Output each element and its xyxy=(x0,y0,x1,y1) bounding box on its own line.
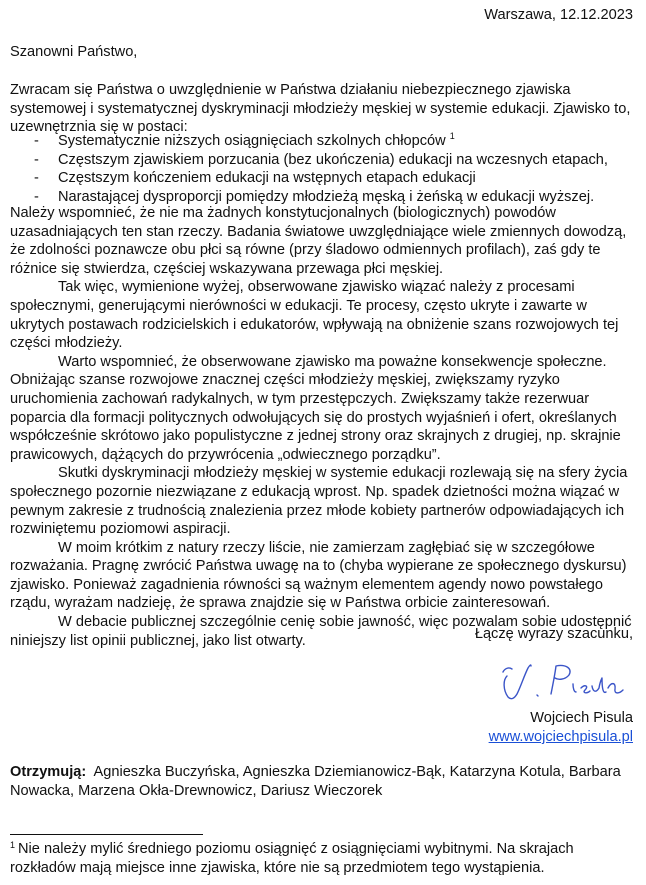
list-item-text: Narastającej dysproporcji pomiędzy młodzieżą męską i żeńską w edukacji wyższej. xyxy=(58,188,595,205)
list-item-text: Systematycznie niższych osiągnięciach szkolnych chłopców xyxy=(58,133,446,149)
salutation: Szanowni Państwo, xyxy=(10,44,138,60)
footnote-divider xyxy=(10,834,203,835)
body-paragraph: W moim krótkim z natury rzeczy liście, nie zamierzam zagłębiać się w szczegółowe rozważania. Pragnę zwrócić Państwa uwagę na to (chyba wypierane ze społecznego dyskursu) zjawisko. Ponieważ zagadnienia równości są ważnym elementem agendy nowo powstałego rządu, wyrażam nadzieję, że sprawa znajdzie się w Państwa orbicie zainteresowań. xyxy=(10,539,627,612)
list-item xyxy=(10,151,636,170)
body-paragraph: Warto wspomnieć, że obserwowane zjawisko ma poważne konsekwencje społeczne. Obniżając szanse rozwojowe znacznej części młodzieży męskiej, zwiększamy ryzyko uruchomienia zachowań radykalnych, w tym przestępczych. Zwiększamy także rezerwuar poparcia dla formacji politycznych odwołujących się do prostych wyjaśnień i ofert, określanych współcześnie skrótowo jako populistyczne z jednej strony oraz skrajnych z drugiej, np. skrajnie prawicowych, dążących do przywrócenia „odwiecznego porządku”. xyxy=(10,353,621,463)
list-item xyxy=(10,169,636,188)
body-paragraph: Należy wspomnieć, że nie ma żadnych konstytucjonalnych (biologicznych) powodów uzasadniających ten stan rzeczy. Badania światowe uwzględniające wiele zmiennych dowodzą, że zdolności poznawcze obu płci są równe (przy śladowo odmiennych profilach), zaś gdy te różnice się stwierdza, częściej wskazywana przewaga płci męskiej. xyxy=(10,205,627,277)
letter-date: Warszawa, 12.12.2023 xyxy=(484,7,633,23)
list-item-text: Częstszym zjawiskiem porzucania (bez ukończenia) edukacji na wczesnych etapach, xyxy=(58,151,608,168)
signature-icon xyxy=(493,654,633,706)
list-item-text: Częstszym kończeniem edukacji na wstępnych etapach edukacji xyxy=(58,170,476,187)
footnote-ref: 1 xyxy=(449,131,455,141)
recipients-block xyxy=(10,763,636,800)
body-paragraph: Tak więc, wymienione wyżej, obserwowane zjawisko wiązać należy z procesami społecznymi, generującymi nierówności w edukacji. Te procesy, często ukryte i zawarte w ukrytych postawach rodzicielskich i edukatorów, wpływają na obniżenie szans rozwojowych tej części młodzieży. xyxy=(10,279,619,352)
letter-body xyxy=(10,204,636,650)
handwritten-signature xyxy=(493,654,633,712)
recipients-label: Otrzymują: xyxy=(10,764,87,780)
bullet-dash: - xyxy=(34,188,39,205)
symptom-list xyxy=(10,132,636,206)
footnote-number: 1 xyxy=(10,840,16,850)
bullet-dash: - xyxy=(34,170,39,187)
recipients-list: Agnieszka Buczyńska, Agnieszka Dziemianowicz-Bąk, Katarzyna Kotula, Barbara Nowacka, Marzena Okła-Drewnowicz, Dariusz Wieczorek xyxy=(10,764,621,799)
list-item xyxy=(10,132,636,151)
body-paragraph: Skutki dyskryminacji młodzieży męskiej w systemie edukacji rozlewają się na sfery życia społecznego pozornie niezwiązane z edukacją wprost. Np. spadek dzietności można wiązać w pewnym zakresie z trudnością znalezienia przez młode kobiety partnerów odpowiadających ich rozwiniętemu poziomowi aspiracji. xyxy=(10,465,628,538)
closing-phrase: Łączę wyrazy szacunku, xyxy=(474,626,633,642)
author-name: Wojciech Pisula xyxy=(530,710,633,726)
body-paragraph: W debacie publicznej szczególnie cenię sobie jawność, więc pozwalam sobie udostępnić niniejszy list opinii publicznej, jako list otwarty. xyxy=(10,614,632,649)
bullet-dash: - xyxy=(34,133,39,149)
bullet-dash: - xyxy=(34,151,39,168)
website-link[interactable]: www.wojciechpisula.pl xyxy=(488,729,633,745)
intro-paragraph: Zwracam się Państwa o uwzględnienie w Państwa działaniu niebezpiecznego zjawiska systemowej i systematycznej dyskryminacji młodzieży męskiej w systemie edukacji. Zjawisko to, uzewnętrznia się w postaci: xyxy=(10,82,631,136)
footnote xyxy=(10,840,636,877)
footnote-text: Nie należy mylić średniego poziomu osiągnięć z osiągnięciami wybitnymi. Na skrajach rozkładów mają miejsce inne zjawiska, które nie są przedmiotem tego wystąpienia. xyxy=(10,841,574,876)
